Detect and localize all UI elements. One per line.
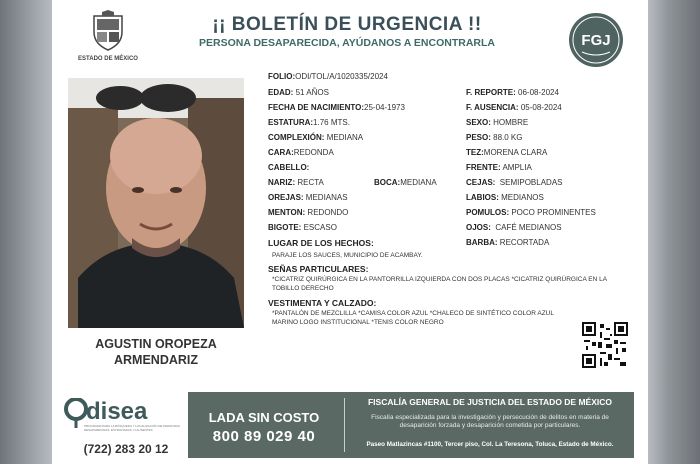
senas-value: *CICATRIZ QUIRÚRGICA EN LA PANTORRILLA IZQUIERDA CON DOS PLACAS *CICATRIZ QUIRÚRGICA EN LA TOBILLO DERECHO [272, 276, 607, 292]
nariz-value: RECTA [297, 178, 324, 187]
complexion-row [268, 133, 363, 142]
boca-row [374, 178, 437, 187]
estatura-label: ESTATURA: [268, 118, 314, 127]
frente-row [466, 163, 532, 172]
peso-label: PESO: [466, 133, 491, 142]
footer-divider [344, 398, 345, 452]
person-name [68, 336, 244, 368]
complexion-value: MEDIANA [326, 133, 364, 142]
hechos-label: LUGAR DE LOS HECHOS: [268, 238, 374, 248]
background-left [0, 0, 52, 464]
ojos-row [466, 223, 562, 232]
menton-label: MENTON: [268, 208, 306, 217]
boca-label: BOCA: [374, 178, 401, 187]
ausencia-row [466, 103, 562, 112]
estatura-value: 1.76 MTS. [313, 118, 350, 127]
frente-value: AMPLIA [502, 163, 532, 172]
ausencia-value: 05-08-2024 [520, 103, 562, 112]
nacimiento-row [268, 103, 405, 112]
ojos-value: CAFÉ MEDIANOS [495, 223, 562, 232]
nariz-row [268, 178, 324, 187]
vestimenta-value: *PANTALÓN DE MEZCLILLA *CAMISA COLOR AZUL *CHALECO DE SINTÉTICO COLOR AZUL MARINO LOGO INSTITUCIONAL *TENIS COLOR NEGRO [272, 310, 554, 326]
bigote-row [268, 223, 337, 232]
cara-row [268, 148, 334, 157]
orejas-row [268, 193, 348, 202]
labios-value: MEDIANOS [501, 193, 544, 202]
nariz-label: NARIZ: [268, 178, 296, 187]
labios-label: LABIOS: [466, 193, 499, 202]
menton-row [268, 208, 348, 217]
fiscalia-address: Paseo Matlazincas #1100, Tercer piso, Col. La Teresona, Toluca, Estado de México. [366, 441, 614, 448]
orejas-value: MEDIANAS [305, 193, 348, 202]
fiscalia-description: Fiscalía especializada para la investigación y persecución de delitos en materia de desaparición forzada y desaparición cometida por particulares. [371, 414, 609, 429]
background-right [648, 0, 700, 464]
fgj-seal [568, 12, 624, 68]
odisea-phone[interactable]: (722) 283 20 12 [83, 442, 169, 456]
odisea-program-text: PROGRAMA PARA LA BÚSQUEDA Y LOCALIZACIÓN DE PERSONAS DESAPARECIDAS, EXTRAVIADAS, O AUSENTES [84, 424, 180, 432]
reporte-row [466, 88, 559, 97]
orejas-label: OREJAS: [268, 193, 304, 202]
peso-value: 88.0 KG [493, 133, 523, 142]
bulletin-sheet [52, 0, 648, 464]
reporte-value: 06-08-2024 [518, 88, 559, 97]
nacimiento-value: 25-04-1973 [364, 103, 405, 112]
nacimiento-label: FECHA DE NACIMIENTO: [268, 103, 364, 112]
cara-value: REDONDA [293, 148, 334, 157]
peso-row [466, 133, 523, 142]
menton-value: REDONDO [307, 208, 349, 217]
lada-label: LADA SIN COSTO [208, 410, 320, 425]
fgj-seal-text: FGJ [581, 32, 611, 49]
tez-value: MORENA CLARA [483, 148, 548, 157]
cara-label: CARA: [268, 148, 294, 157]
pomulos-row [466, 208, 596, 217]
edad-value: 51 AÑOS [295, 88, 329, 97]
cejas-row [466, 178, 562, 187]
frente-label: FRENTE: [466, 163, 501, 172]
sexo-label: SEXO: [466, 118, 491, 127]
cejas-label: CEJAS: [466, 178, 496, 187]
bigote-label: BIGOTE: [268, 223, 302, 232]
barba-row [466, 238, 549, 247]
ausencia-label: F. AUSENCIA: [466, 103, 519, 112]
bulletin-title: ¡¡ BOLETÍN DE URGENCIA !! [212, 14, 482, 35]
folio-value: ODI/TOL/A/1020335/2024 [295, 72, 388, 81]
person-name-line1: AGUSTIN OROPEZA [95, 337, 217, 351]
lada-number[interactable]: 800 89 029 40 [212, 428, 316, 445]
estatura-row [268, 118, 350, 127]
senas-label: SEÑAS PARTICULARES: [268, 264, 369, 274]
tez-label: TEZ: [466, 148, 484, 157]
sexo-value: HOMBRE [493, 118, 529, 127]
tez-row [466, 148, 547, 157]
folio-row [268, 72, 388, 81]
fiscalia-title: FISCALÍA GENERAL DE JUSTICIA DEL ESTADO DE MÉXICO [367, 397, 612, 407]
person-name-line2: ARMENDARIZ [113, 353, 199, 367]
estado-mexico-logo [88, 10, 128, 52]
cabello-label: CABELLO: [268, 163, 310, 172]
estado-mexico-label: ESTADO DE MÉXICO [78, 56, 138, 62]
boca-value: MEDIANA [400, 178, 437, 187]
person-photo [68, 78, 244, 328]
barba-label: BARBA: [466, 238, 498, 247]
complexion-label: COMPLEXIÓN: [268, 133, 325, 142]
bulletin-subtitle: PERSONA DESAPARECIDA, AYÚDANOS A ENCONTRARLA [199, 37, 495, 49]
bigote-value: ESCASO [303, 223, 337, 232]
vestimenta-label: VESTIMENTA Y CALZADO: [268, 298, 377, 308]
edad-label: EDAD: [268, 88, 294, 97]
edad-row [268, 88, 329, 97]
labios-row [466, 193, 544, 202]
qr-code[interactable] [582, 322, 628, 368]
hechos-value: PARAJE LOS SAUCES, MUNICIPIO DE ACAMBAY. [272, 252, 423, 259]
ojos-label: OJOS: [466, 223, 491, 232]
folio-label: FOLIO: [268, 72, 296, 81]
cejas-value: SEMIPOBLADAS [499, 178, 563, 187]
sexo-row [466, 118, 528, 127]
cabello-row [268, 163, 309, 172]
pomulos-label: POMULOS: [466, 208, 510, 217]
reporte-label: F. REPORTE: [466, 88, 516, 97]
barba-value: RECORTADA [499, 238, 550, 247]
odisea-logo-text: disea [86, 398, 148, 425]
pomulos-value: POCO PROMINENTES [511, 208, 596, 217]
